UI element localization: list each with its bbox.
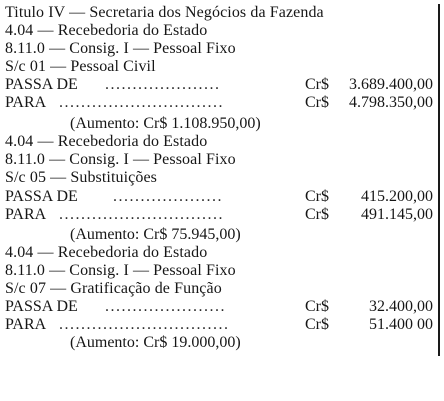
budget-item: 8.11.0 — Consig. I — Pessoal Fixo <box>5 151 236 168</box>
para-row <box>5 206 437 224</box>
para-row <box>5 316 437 334</box>
currency-symbol: Cr$ <box>305 298 329 315</box>
previous-amount: 32.400,00 <box>369 298 433 315</box>
increase-note: (Aumento: Cr$ 19.000,00) <box>70 334 241 351</box>
new-amount: 4.798.350,00 <box>349 94 433 111</box>
currency-symbol: Cr$ <box>305 188 329 205</box>
currency-symbol: Cr$ <box>305 76 329 93</box>
currency-symbol: Cr$ <box>305 316 329 333</box>
budget-subitem: S/c 07 — Gratificação de Função <box>5 280 222 297</box>
new-amount: 51.400 00 <box>369 316 433 333</box>
passa-de-label: PASSA DE <box>5 188 78 205</box>
currency-symbol: Cr$ <box>305 206 329 223</box>
column-rule <box>438 4 440 356</box>
passa-de-label: PASSA DE <box>5 76 78 93</box>
increase-note: (Aumento: Cr$ 75.945,00) <box>70 226 241 243</box>
currency-symbol: Cr$ <box>305 94 329 111</box>
budget-subitem: S/c 01 — Pessoal Civil <box>5 58 156 75</box>
new-amount: 491.145,00 <box>361 206 433 223</box>
para-label: PARA <box>5 206 47 223</box>
passa-de-row <box>5 298 437 316</box>
budget-subitem: S/c 05 — Substituições <box>5 169 157 186</box>
leader-dots: .................... <box>113 188 223 205</box>
previous-amount: 3.689.400,00 <box>349 76 433 93</box>
para-label: PARA <box>5 94 47 111</box>
increase-note: (Aumento: Cr$ 1.108.950,00) <box>70 115 261 132</box>
budget-item: 8.11.0 — Consig. I — Pessoal Fixo <box>5 40 236 57</box>
leader-dots: ..................... <box>105 76 221 93</box>
passa-de-label: PASSA DE <box>5 298 78 315</box>
budget-unit: 4.04 — Recebedoria do Estado <box>5 244 208 261</box>
leader-dots: ............................... <box>59 316 230 333</box>
leader-dots: .............................. <box>59 94 224 111</box>
passa-de-row <box>5 188 437 206</box>
previous-amount: 415.200,00 <box>361 188 433 205</box>
para-label: PARA <box>5 316 47 333</box>
budget-unit: 4.04 — Recebedoria do Estado <box>5 22 208 39</box>
budget-item: 8.11.0 — Consig. I — Pessoal Fixo <box>5 262 236 279</box>
passa-de-row <box>5 76 437 94</box>
budget-unit: 4.04 — Recebedoria do Estado <box>5 133 208 150</box>
leader-dots: ...................... <box>105 298 226 315</box>
leader-dots: .............................. <box>59 206 224 223</box>
para-row <box>5 94 437 112</box>
section-title: Titulo IV — Secretaria dos Negócios da Fazenda <box>5 4 324 21</box>
